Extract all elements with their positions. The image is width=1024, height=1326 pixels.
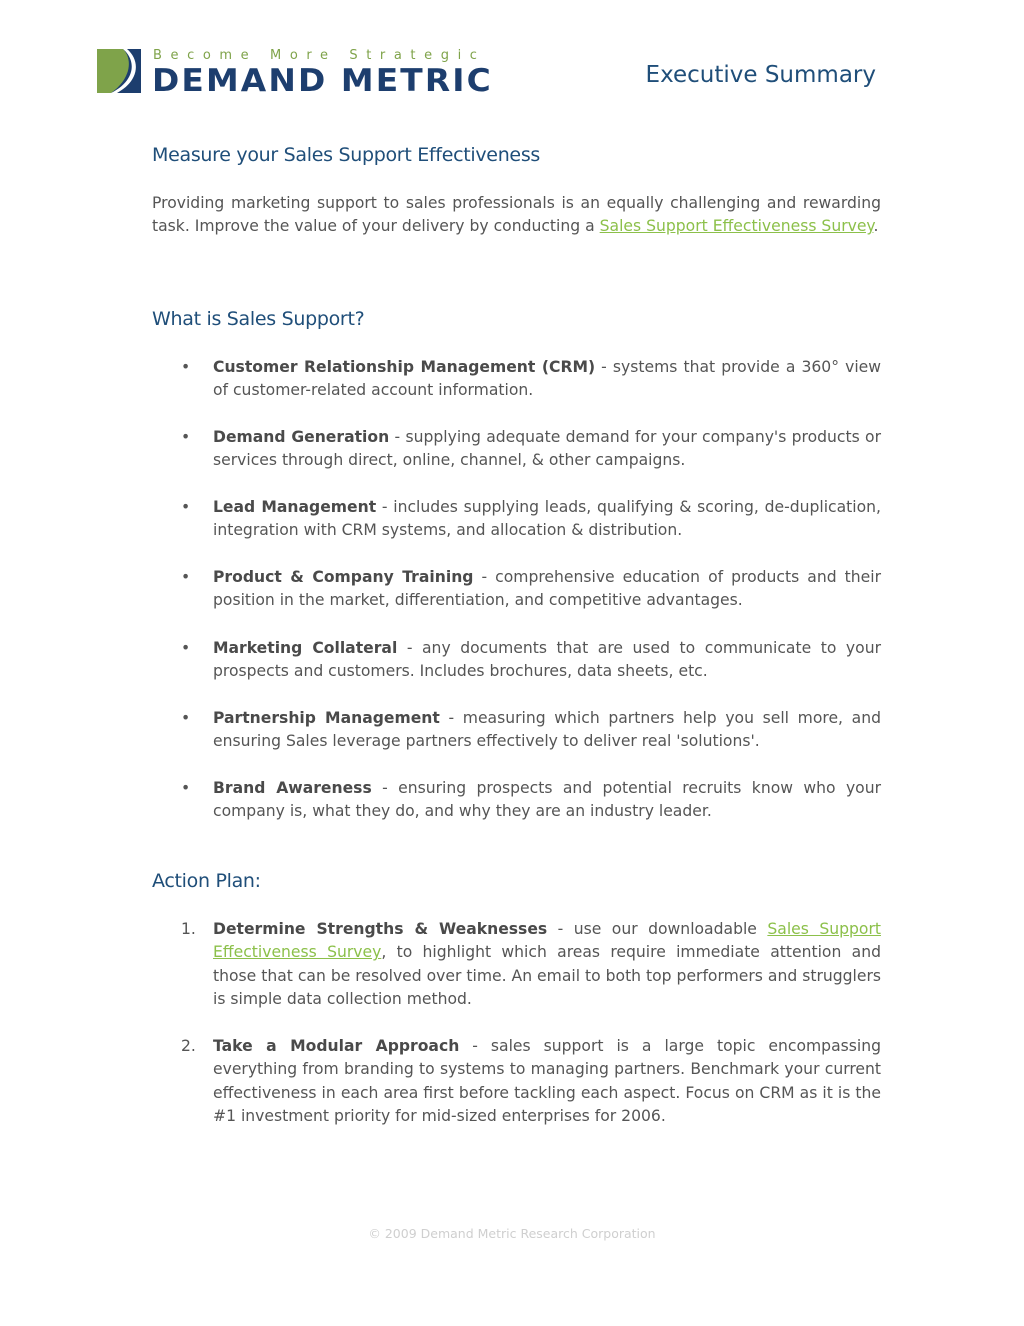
list-item-desc: - comprehensive education of products and their position in the market, differentiation, and competitive advantages. (213, 568, 881, 610)
list-item-term: Marketing Collateral (213, 639, 398, 657)
list-item-text (213, 566, 881, 613)
numbered-item-desc-end: , to highlight which areas require immediate attention and those that can be resolved over time. An email to both top performers and strugglers is simple data collection method. (213, 943, 881, 1008)
bullet-marker: • (181, 428, 191, 446)
list-item-term: Brand Awareness (213, 779, 372, 797)
list-item-text (213, 426, 881, 473)
numbered-item (152, 918, 881, 1012)
bullet-marker: • (181, 568, 191, 586)
numbered-item-term: Determine Strengths & Weaknesses (213, 920, 548, 938)
numbered-item-desc: - use our downloadable (547, 920, 768, 938)
intro-text-end: . (873, 217, 879, 236)
document-type-title: Executive Summary (645, 62, 876, 88)
list-item-term: Customer Relationship Management (CRM) (213, 358, 596, 376)
list-item (152, 566, 881, 613)
list-item-term: Partnership Management (213, 709, 440, 727)
list-item (152, 356, 881, 403)
list-item-desc: - ensuring prospects and potential recruits know who your company is, what they do, and why they are an industry leader. (213, 779, 882, 821)
intro-paragraph (152, 192, 881, 239)
numbered-item-text (213, 918, 881, 1011)
list-item-text (213, 707, 881, 754)
list-item (152, 426, 881, 473)
logo-brand-name: DEMAND METRIC (152, 63, 493, 99)
list-item-desc: - measuring which partners help you sell more, and ensuring Sales leverage partners effectively to deliver real 'solutions'. (213, 709, 881, 751)
numbered-item-term: Take a Modular Approach (213, 1037, 460, 1055)
list-item-text (213, 777, 881, 824)
bullet-marker: • (181, 498, 191, 516)
item-number: 2. (181, 1037, 196, 1055)
item-number: 1. (181, 920, 196, 938)
survey-link[interactable]: Sales Support Effectiveness Survey (599, 217, 874, 236)
list-item-text (213, 496, 881, 543)
list-item-term: Product & Company Training (213, 568, 474, 586)
list-item-text (213, 637, 881, 684)
action-plan-heading: Action Plan: (152, 870, 261, 892)
list-item (152, 777, 881, 824)
demand-metric-logo-icon (97, 49, 141, 93)
bullet-marker: • (181, 639, 191, 657)
bullet-marker: • (181, 358, 191, 376)
demand-metric-logo (97, 48, 497, 99)
intro-text: Providing marketing support to sales professionals is an equally challenging and rewarding task. Improve the value of your delivery by conducting a (152, 194, 881, 236)
list-item-desc: - includes supplying leads, qualifying & scoring, de-duplication, integration with CRM systems, and allocation & distribution. (213, 498, 882, 540)
list-item-term: Lead Management (213, 498, 377, 516)
what-is-heading: What is Sales Support? (152, 308, 365, 330)
list-item (152, 707, 881, 754)
numbered-item-text (213, 1035, 881, 1128)
numbered-item-desc: - sales support is a large topic encompassing everything from branding to systems to managing partners. Benchmark your current effectiveness in each area first before tackling each aspect. Focus on CRM as it is the #1 investment priority for mid-sized enterprises for 2006. (213, 1037, 882, 1125)
numbered-item (152, 1035, 881, 1129)
bullet-marker: • (181, 709, 191, 727)
intro-heading: Measure your Sales Support Effectiveness (152, 144, 541, 166)
list-item-text (213, 356, 881, 403)
list-item-term: Demand Generation (213, 428, 390, 446)
list-item-desc: - supplying adequate demand for your company's products or services through direct, online, channel, & other campaigns. (213, 428, 881, 470)
footer-copyright: © 2009 Demand Metric Research Corporation (368, 1226, 656, 1241)
list-item (152, 637, 881, 684)
list-item (152, 496, 881, 543)
logo-tagline: Become More Strategic (153, 48, 486, 63)
survey-link[interactable]: Sales Support Effectiveness Survey (213, 920, 881, 962)
list-item-desc: - any documents that are used to communicate to your prospects and customers. Includes brochures, data sheets, etc. (213, 639, 881, 681)
list-item-desc: - systems that provide a 360° view of customer-related account information. (213, 358, 881, 400)
bullet-marker: • (181, 779, 191, 797)
